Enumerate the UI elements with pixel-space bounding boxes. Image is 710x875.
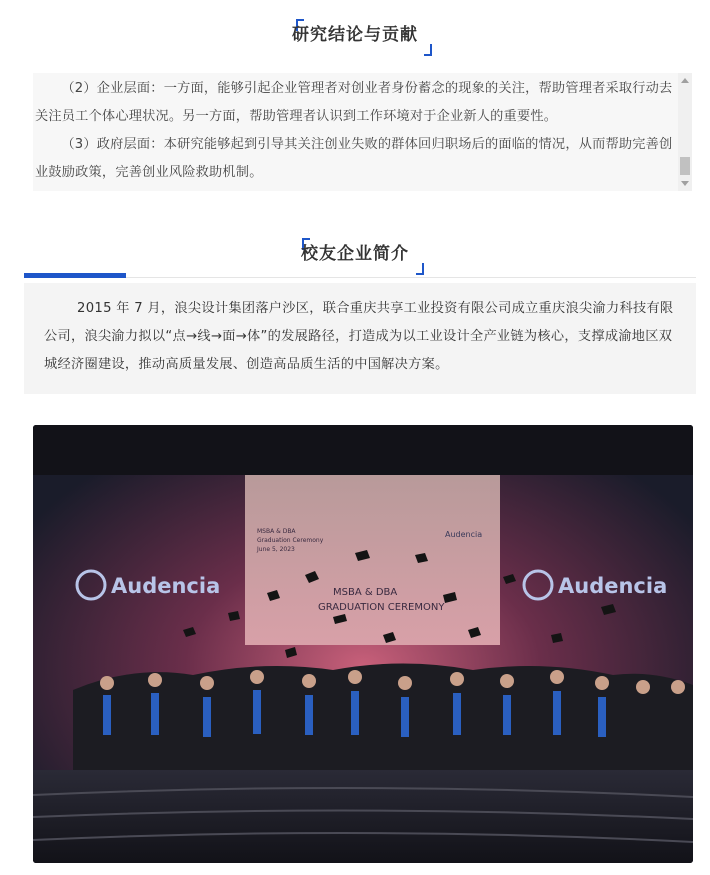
scrollbar[interactable] — [678, 73, 692, 191]
graduates-crowd — [73, 664, 693, 786]
graduation-photo — [33, 425, 693, 863]
screen-brand: Audencia — [445, 530, 483, 539]
screen-line-2: Graduation Ceremony — [257, 537, 324, 544]
screen-main-2: GRADUATION CEREMONY — [318, 602, 445, 613]
section-title-alumni: 校友企业简介 — [301, 244, 409, 264]
section-title-conclusions: 研究结论与贡献 — [292, 25, 418, 45]
accent-bar — [24, 273, 126, 278]
conclusions-text — [35, 75, 675, 187]
divider — [126, 277, 696, 278]
screen-line-1: MSBA & DBA — [257, 528, 296, 535]
auditorium-seats — [33, 770, 693, 863]
screen-main-1: MSBA & DBA — [333, 587, 398, 598]
alumni-intro-text: 2015 年 7 月，浪尖设计集团落户沙区，联合重庆共享工业投资有限公司成立重庆浪尖渝力科技有限公司，浪尖渝力拟以“点→线→面→体”的发展路径，打造成为以工业设计全产业链为核心，支撑成渝地区双城经济圈建设，推动高质量发展、创造高品质生活的中国解决方案。 — [44, 301, 674, 372]
scroll-up-arrow-icon[interactable] — [681, 78, 689, 83]
scroll-down-arrow-icon[interactable] — [681, 181, 689, 186]
screen-line-3: June 5, 2023 — [257, 546, 295, 553]
graduation-photo-illustration — [33, 425, 693, 863]
conclusion-government: （3）政府层面：本研究能够起到引导其关注创业失败的群体回归职场后的面临的情况，从而帮助完善创业鼓励政策，完善创业风险救助机制。 — [35, 137, 673, 180]
projection-screen — [245, 475, 500, 645]
conclusion-enterprise: （2）企业层面：一方面，能够引起企业管理者对创业者身份蓄念的现象的关注，帮助管理者采取行动去关注员工个体心理状况。另一方面，帮助管理者认识到工作环境对于企业新人的重要性。 — [35, 81, 673, 124]
svg-text:Audencia: Audencia — [558, 574, 668, 598]
scroll-thumb[interactable] — [680, 157, 690, 175]
alumni-intro-box — [24, 283, 696, 394]
bracket-close — [424, 44, 432, 56]
bracket-close — [416, 263, 424, 275]
conclusions-scroll-box[interactable] — [33, 73, 692, 191]
svg-text:Audencia: Audencia — [111, 574, 221, 598]
